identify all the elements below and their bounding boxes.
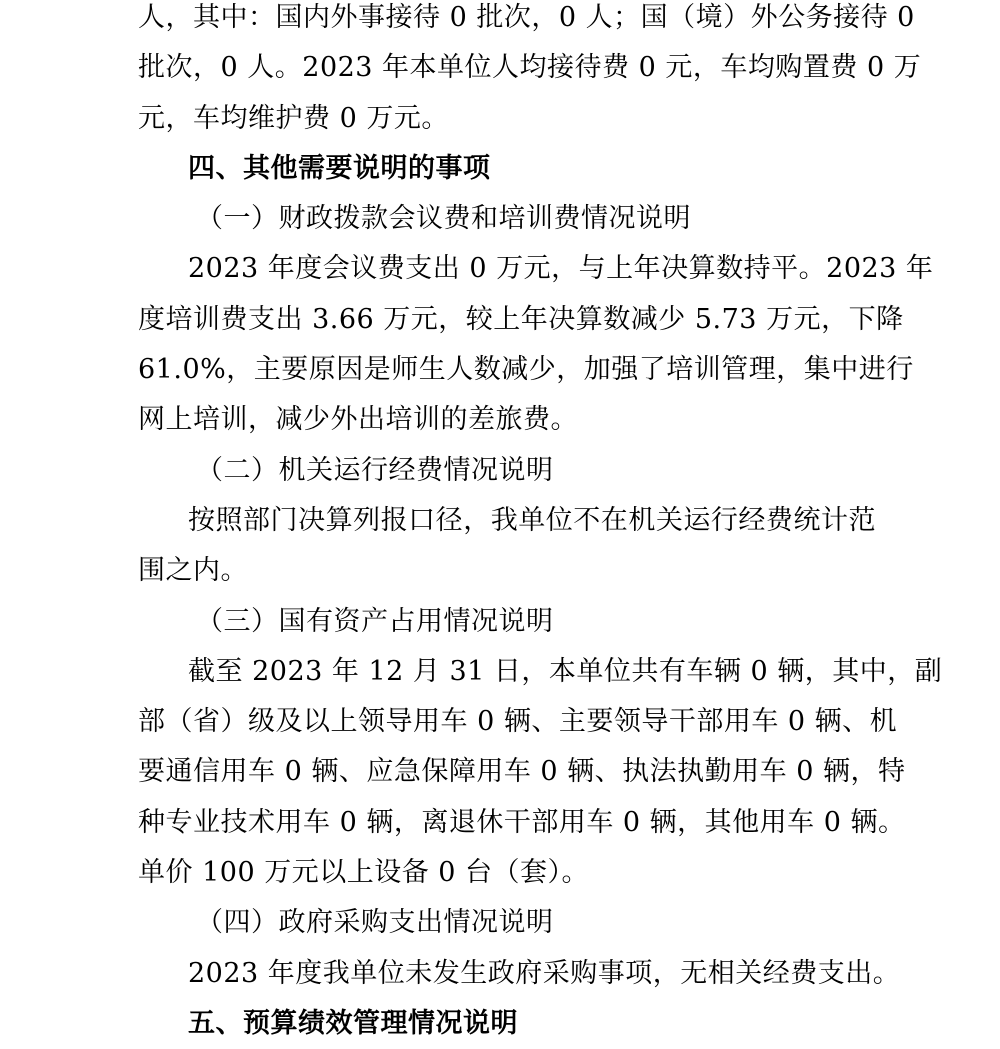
body-text-line: 元，车均维护费 0 万元。 bbox=[138, 102, 449, 134]
document-page bbox=[138, 0, 943, 1049]
subsection-heading-meeting-training: （一）财政拨款会议费和培训费情况说明 bbox=[196, 203, 691, 235]
section-heading-budget-performance: 五、预算绩效管理情况说明 bbox=[188, 1007, 518, 1039]
section-heading-other-matters: 四、其他需要说明的事项 bbox=[188, 152, 491, 184]
body-text-line: 要通信用车 0 辆、应急保障用车 0 辆、执法执勤用车 0 辆，特 bbox=[138, 756, 906, 788]
body-text-line: 种专业技术用车 0 辆，离退休干部用车 0 辆，其他用车 0 辆。 bbox=[138, 806, 906, 838]
body-text-line: 围之内。 bbox=[138, 555, 248, 587]
body-text-line: 截至 2023 年 12 月 31 日，本单位共有车辆 0 辆，其中，副 bbox=[188, 655, 943, 687]
subsection-heading-government-procurement: （四）政府采购支出情况说明 bbox=[196, 907, 554, 939]
body-text-line: 部（省）级及以上领导用车 0 辆、主要领导干部用车 0 辆、机 bbox=[138, 706, 898, 738]
body-text-line: 2023 年度会议费支出 0 万元，与上年决算数持平。2023 年 bbox=[188, 253, 934, 285]
subsection-heading-operating-expenses: （二）机关运行经费情况说明 bbox=[196, 454, 554, 486]
body-text-line: 单价 100 万元以上设备 0 台（套）。 bbox=[138, 857, 590, 889]
body-text-line: 61.0%，主要原因是师生人数减少，加强了培训管理，集中进行 bbox=[138, 354, 914, 386]
body-text-line: 2023 年度我单位未发生政府采购事项，无相关经费支出。 bbox=[188, 957, 901, 989]
body-text-line: 按照部门决算列报口径，我单位不在机关运行经费统计范 bbox=[188, 504, 876, 536]
body-text-line: 人，其中：国内外事接待 0 批次，0 人；国（境）外公务接待 0 bbox=[138, 2, 915, 33]
body-text-line: 批次，0 人。2023 年本单位人均接待费 0 元，车均购置费 0 万 bbox=[138, 52, 922, 84]
subsection-heading-state-assets: （三）国有资产占用情况说明 bbox=[196, 605, 554, 637]
body-text-line: 度培训费支出 3.66 万元，较上年决算数减少 5.73 万元，下降 bbox=[138, 303, 904, 335]
body-text-line: 网上培训，减少外出培训的差旅费。 bbox=[138, 404, 578, 436]
